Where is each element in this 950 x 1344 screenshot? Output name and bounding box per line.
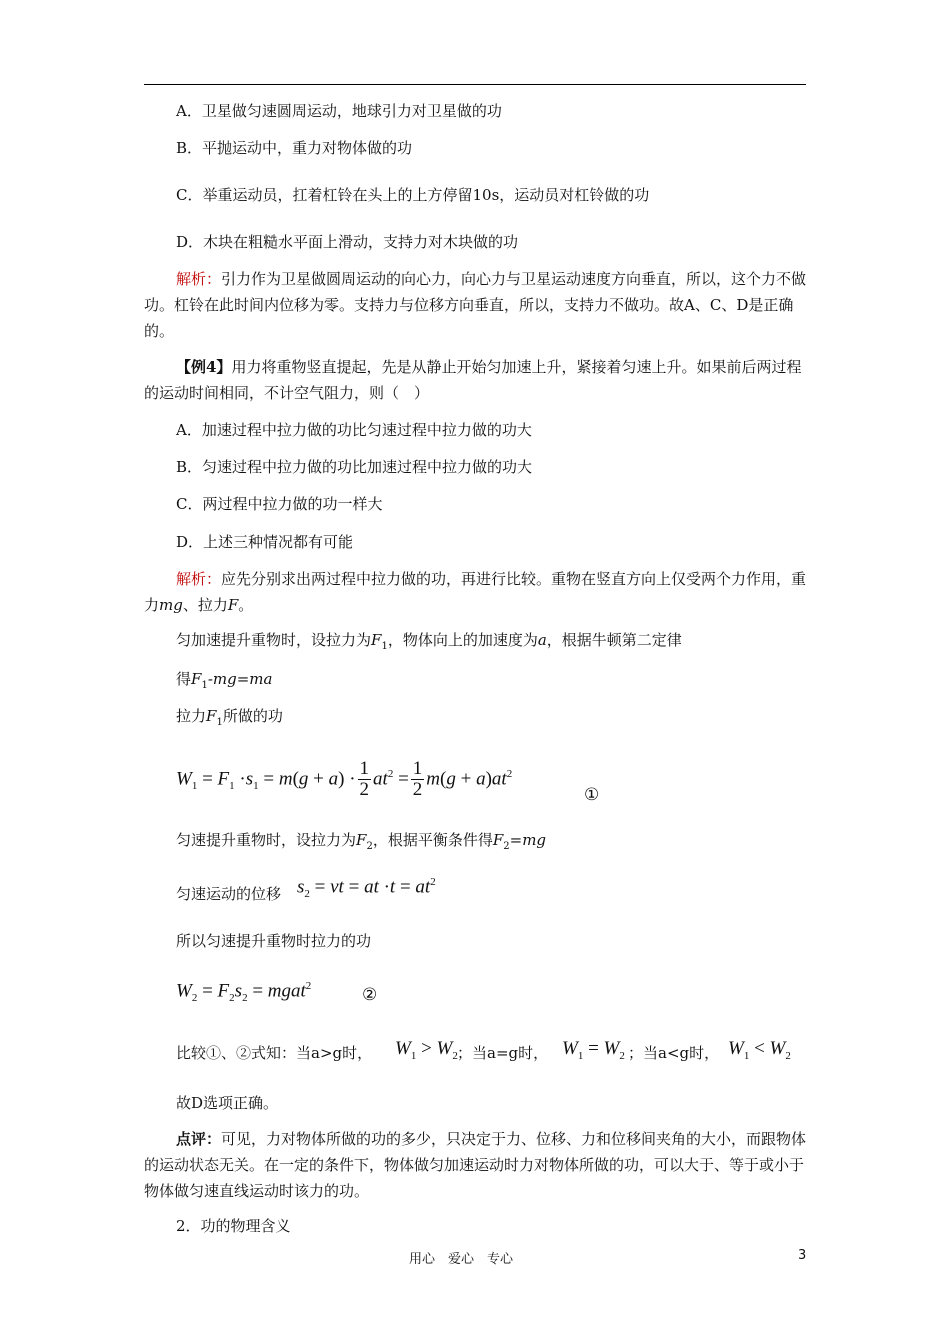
- analysis-3: [144, 266, 808, 344]
- example-4: [144, 354, 808, 406]
- option-c: C．两过程中拉力做的功一样大: [176, 495, 383, 513]
- option-b-prev: B．平抛运动中，重力对物体做的功: [176, 139, 413, 157]
- compare-lt: $W_1 < W_2$: [728, 1038, 791, 1062]
- page-number: 3: [798, 1248, 807, 1263]
- option-d-prev: D．木块在粗糙水平面上滑动，支持力对木块做的功: [176, 233, 519, 251]
- section-heading: 2．功的物理含义: [176, 1217, 291, 1235]
- equation-1: $W_1 = F_1 \cdot s_1 = m(g + a)$ · $\frac{1}{2}$ $at^2$ = $\frac{1}{2}$ $m(g + a)at^2$: [176, 758, 513, 801]
- equation-2: $W_2 = F_2s_2$ = mgat$^2$: [176, 980, 312, 1005]
- comment-text: 可见，力对物体所做的功的多少，只决定于力、位移、力和位移间夹角的大小，而跟物体的运动状态无关。在一定的条件下，物体做匀加速运动时力对物体所做的功，可以大于、等于或小于物体做匀速直线运动时该力的功。: [144, 1130, 807, 1200]
- option-a-prev: A．卫星做匀速圆周运动，地球引力对卫星做的功: [176, 102, 502, 120]
- analysis-4-label: 解析：: [176, 570, 222, 588]
- comment: [144, 1126, 808, 1204]
- example-text: 用力将重物竖直提起，先是从静止开始匀加速上升，紧接着匀速上升。如果前后两过程的运动时间相同，不计空气阻力，则（ ）: [144, 358, 802, 402]
- step-1: 匀加速提升重物时，设拉力为$F_1$，物体向上的加速度为a，根据牛顿第二定律: [176, 631, 682, 652]
- step-6: 所以匀速提升重物时拉力的功: [176, 932, 372, 950]
- document-page: A．卫星做匀速圆周运动，地球引力对卫星做的功 B．平抛运动中，重力对物体做的功 C．举重运动员，扛着杠铃在头上的上方停留10s，运动员对杠铃做的功 D．木块在粗糙水平面上滑动，支持力对木块做的功 解析：引力作为卫星做圆周运动的向心力，向心力与卫星运动速度方向垂直，所以，这个力不做功。杠铃在此时间内位移为零。支持力与位移方向垂直，所以，支持力不做功。故A、C、D是正确的。 【例4】用力将重物竖直提起，先是从静止开始匀加速上升，紧接着匀速上升。如果前后两过程的运动时间相同，不计空气阻力，则（ ） A．加速过程中拉力做的功比匀速过程中拉力做的功大 B．匀速过程中拉力做的功比加速过程中拉力做的功大 C．两过程中拉力做的功一样大 D．上述三种情况都有可能 解析：应先分别求出两过程中拉力做的功，再进行比较。重物在竖直方向上仅受两个力作用，重力mg、拉力F。 匀加速提升重物时，设拉力为$F_1$，物体向上的加速度为a，根据牛顿第二定律 得$F_1-mg=ma$ 拉力$F_1$所做的功 $W_1 = F_1 \cdot s_1 = m(g + a)$ · $\frac{1}{2}$ $at^2$ = $\frac{1}{2}$ $m(g + a)at^2$ ① 匀速提升重物时，设拉力为$F_2$，根据平衡条件得$F_2=mg$ 匀速运动的位移 $s_2$ = vt = at $\cdot t = at^2$ 所以匀速提升重物时拉力的功 $W_2 = F_2s_2$ = mgat$^2$ ② 比较①、②式知：当a>g时， $W_1 > W_2$ ；当a=g时， $W_1 = W_2$ ；当a<g时， $W_1 < W_2$ 故D选项正确。 点评：可见，力对物体所做的功的多少，只决定于力、位移、力和位移间夹角的大小，而跟物体的运动状态无关。在一定的条件下，物体做匀加速运动时力对物体所做的功，可以大于、等于或小于物体做匀速直线运动时该力的功。 2．功的物理含义 用心 爱心 专心 3: [0, 0, 950, 1344]
- page-footer: 用心 爱心 专心: [409, 1252, 514, 1267]
- conclusion: 故D选项正确。: [176, 1094, 279, 1112]
- compare-gt: $W_1 > W_2$: [395, 1038, 458, 1062]
- compare: 比较①、②式知：当a>g时，: [176, 1044, 373, 1062]
- analysis-label: 解析：: [176, 270, 222, 288]
- option-a: A．加速过程中拉力做的功比匀速过程中拉力做的功大: [176, 421, 532, 439]
- equation-1-marker: ①: [584, 785, 600, 805]
- equation-displacement: $s_2$ = vt = at $\cdot t = at^2$: [297, 876, 436, 901]
- comment-label: 点评：: [176, 1130, 222, 1148]
- option-c-prev: C．举重运动员，扛着杠铃在头上的上方停留10s，运动员对杠铃做的功: [176, 186, 650, 204]
- step-3: 拉力$F_1$所做的功: [176, 707, 283, 728]
- option-b: B．匀速过程中拉力做的功比加速过程中拉力做的功大: [176, 458, 533, 476]
- compare-eq: $W_1 = W_2$: [562, 1038, 625, 1062]
- step-2: 得$F_1-mg=ma$: [176, 670, 273, 691]
- option-d: D．上述三种情况都有可能: [176, 533, 354, 551]
- analysis-4: 解析：应先分别求出两过程中拉力做的功，再进行比较。重物在竖直方向上仅受两个力作用，重力mg、拉力F。: [144, 570, 807, 614]
- step-5: 匀速运动的位移: [176, 885, 282, 903]
- step-4: 匀速提升重物时，设拉力为$F_2$，根据平衡条件得$F_2=mg$: [176, 831, 547, 852]
- analysis-text: 引力作为卫星做圆周运动的向心力，向心力与卫星运动速度方向垂直，所以，这个力不做功。杠铃在此时间内位移为零。支持力与位移方向垂直，所以，支持力不做功。故A、C、D是正确的。: [144, 270, 807, 340]
- equation-2-marker: ②: [362, 985, 378, 1005]
- header-rule: [144, 84, 806, 85]
- example-label: 【例4】: [176, 358, 232, 376]
